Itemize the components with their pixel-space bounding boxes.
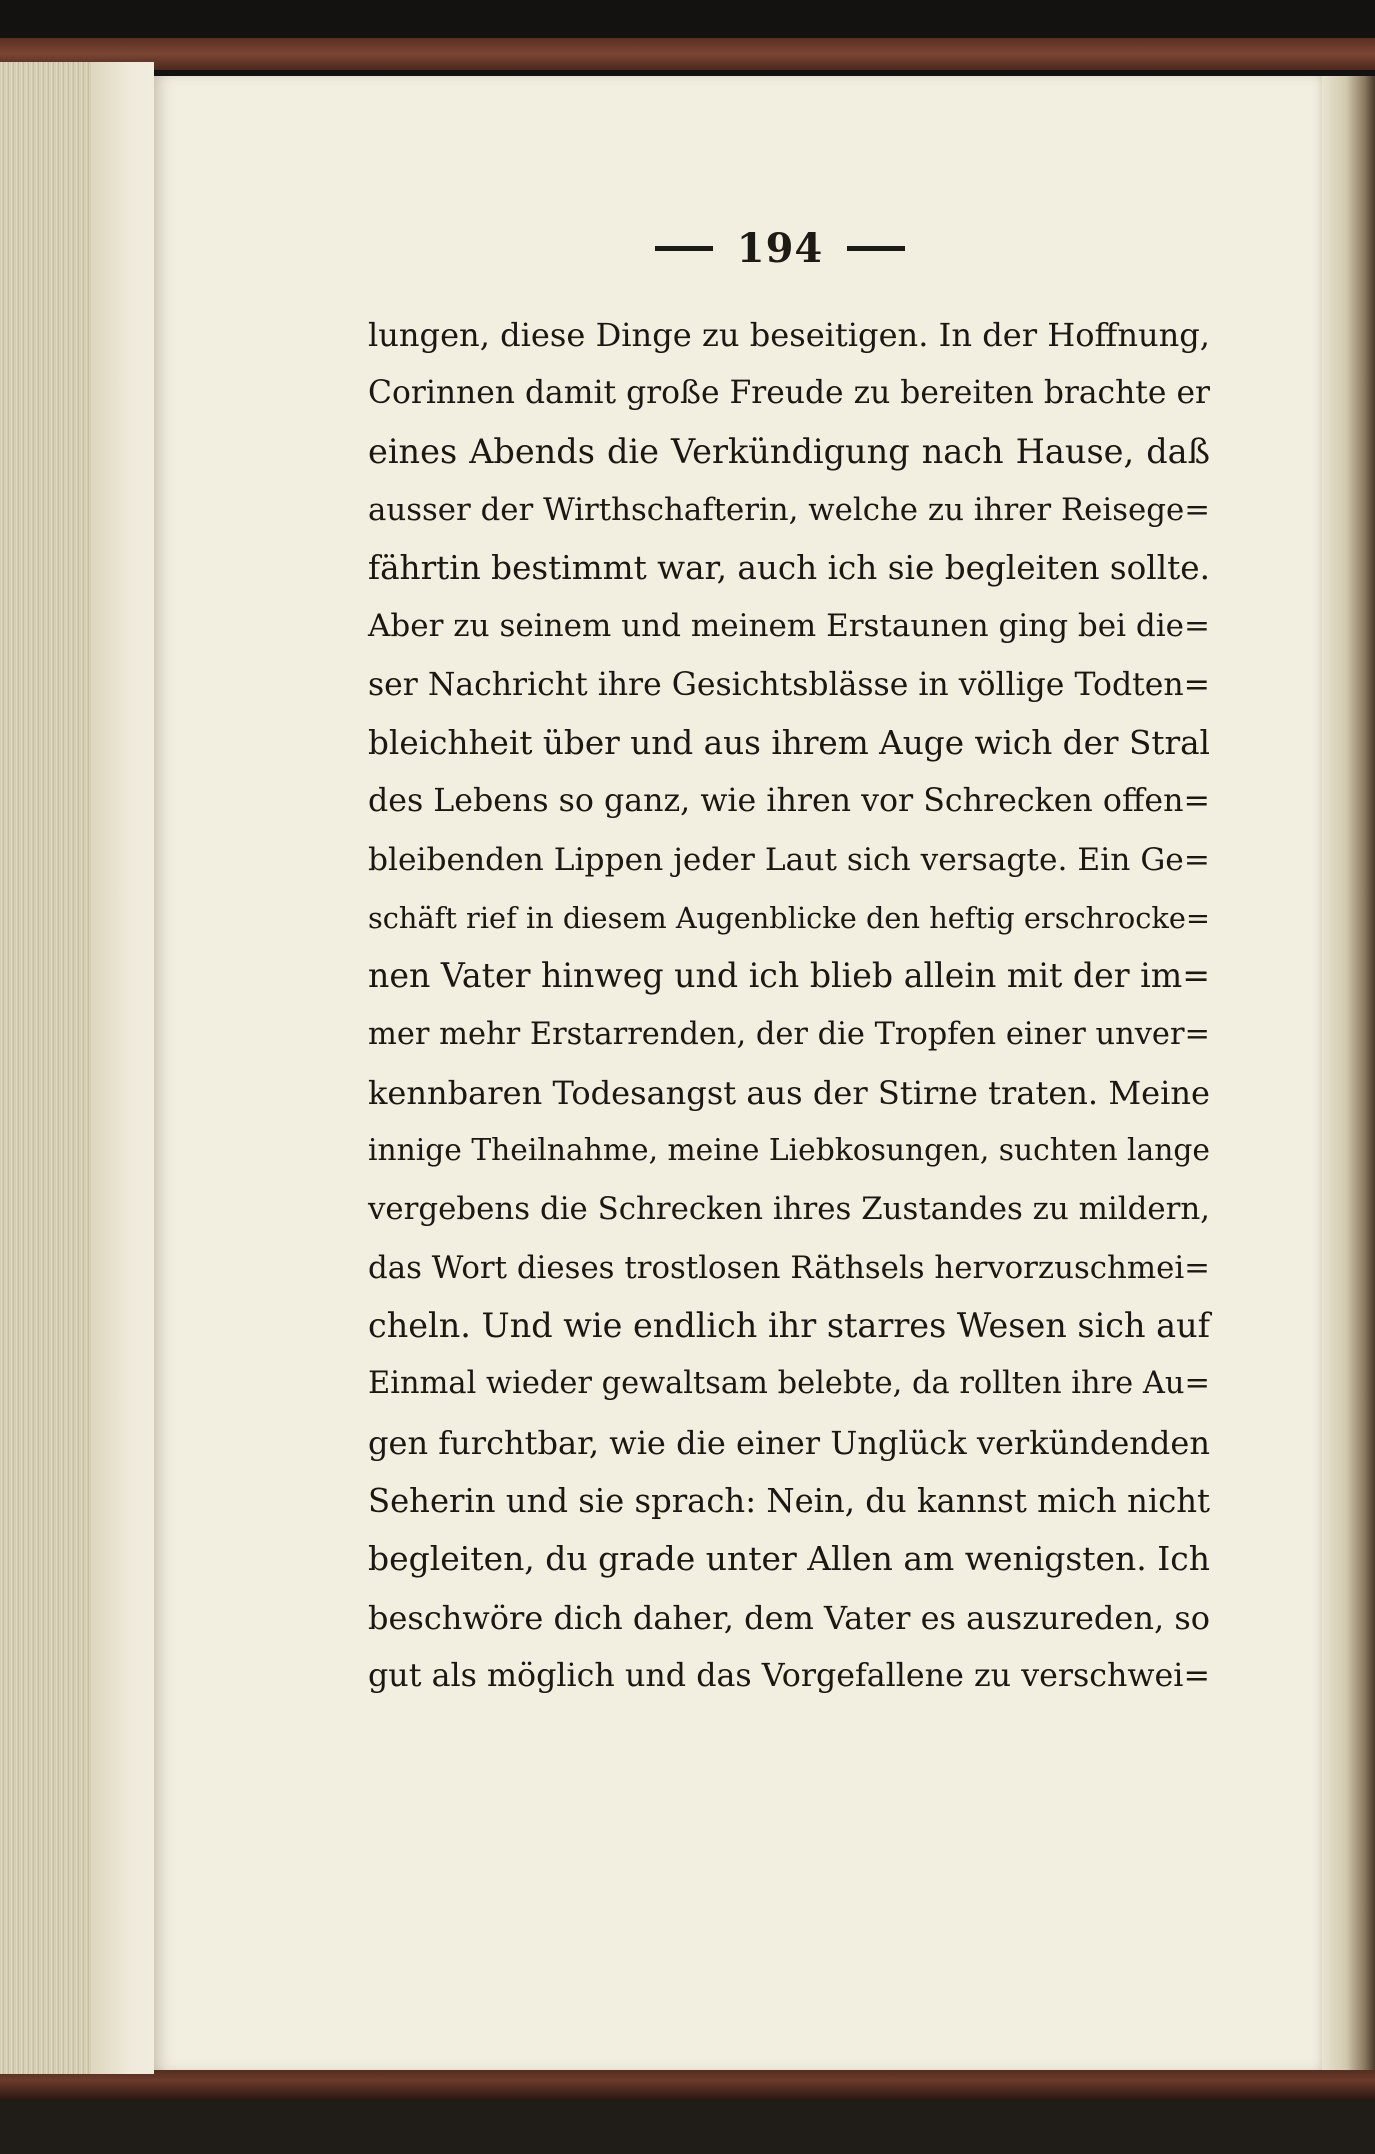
book-cover-top xyxy=(0,38,1375,70)
header-dash-right xyxy=(847,246,905,251)
text-line: vergebens die Schrecken ihres Zustandes zu mildern, xyxy=(368,1191,1210,1228)
text-line: bleichheit über und aus ihrem Auge wich der Stral xyxy=(368,724,1210,763)
text-line: innige Theilnahme, meine Liebkosungen, suchten lange xyxy=(368,1133,1210,1169)
text-line: des Lebens so ganz, wie ihren vor Schrecken offen= xyxy=(368,783,1210,820)
text-line: schäft rief in diesem Augenblicke den heftig erschrocke= xyxy=(368,900,1210,935)
text-line: begleiten, du grade unter Allen am wenigsten. Ich xyxy=(368,1539,1210,1579)
text-line: mer mehr Erstarrenden, der die Tropfen einer unver= xyxy=(368,1016,1210,1052)
text-line: Einmal wieder gewaltsam belebte, da rollten ihre Au= xyxy=(368,1366,1210,1402)
text-line: das Wort dieses trostlosen Räthsels hervorzuschmei= xyxy=(368,1249,1210,1286)
gutter xyxy=(92,62,154,2074)
text-line: ausser der Wirthschafterin, welche zu ihrer Reisege= xyxy=(368,491,1210,528)
text-line: nen Vater hinweg und ich blieb allein mit der im= xyxy=(368,956,1210,996)
text-line: lungen, diese Dinge zu beseitigen. In der Hoffnung, xyxy=(368,316,1210,354)
text-line: bleibenden Lippen jeder Laut sich versagte. Ein Ge= xyxy=(368,841,1210,878)
page-stack-edge xyxy=(0,62,93,2074)
text-line: Corinnen damit große Freude zu bereiten brachte er xyxy=(368,375,1210,412)
text-line: fährtin bestimmt war, auch ich sie begleiten sollte. xyxy=(368,549,1210,588)
text-line: gut als möglich und das Vorgefallene zu verschwei= xyxy=(368,1657,1210,1694)
text-line: cheln. Und wie endlich ihr starres Wesen sich auf xyxy=(368,1306,1210,1346)
text-line: Seherin und sie sprach: Nein, du kannst mich nicht xyxy=(368,1481,1210,1520)
body-text xyxy=(368,306,1210,1705)
text-line: eines Abends die Verkündigung nach Hause, daß xyxy=(368,431,1210,471)
page-header xyxy=(620,218,940,278)
text-line: beschwöre dich daher, dem Vater es auszureden, so xyxy=(368,1598,1210,1637)
right-page-edge xyxy=(1322,76,1375,2070)
text-line: ser Nachricht ihre Gesichtsblässe in völlige Todten= xyxy=(368,666,1210,703)
page-number: 194 xyxy=(736,224,824,272)
header-dash-left xyxy=(655,246,713,251)
text-line: Aber zu seinem und meinem Erstaunen ging bei die= xyxy=(368,608,1210,645)
text-line: gen furchtbar, wie die einer Unglück verkündenden xyxy=(368,1423,1210,1462)
text-line: kennbaren Todesangst aus der Stirne traten. Meine xyxy=(368,1073,1210,1112)
